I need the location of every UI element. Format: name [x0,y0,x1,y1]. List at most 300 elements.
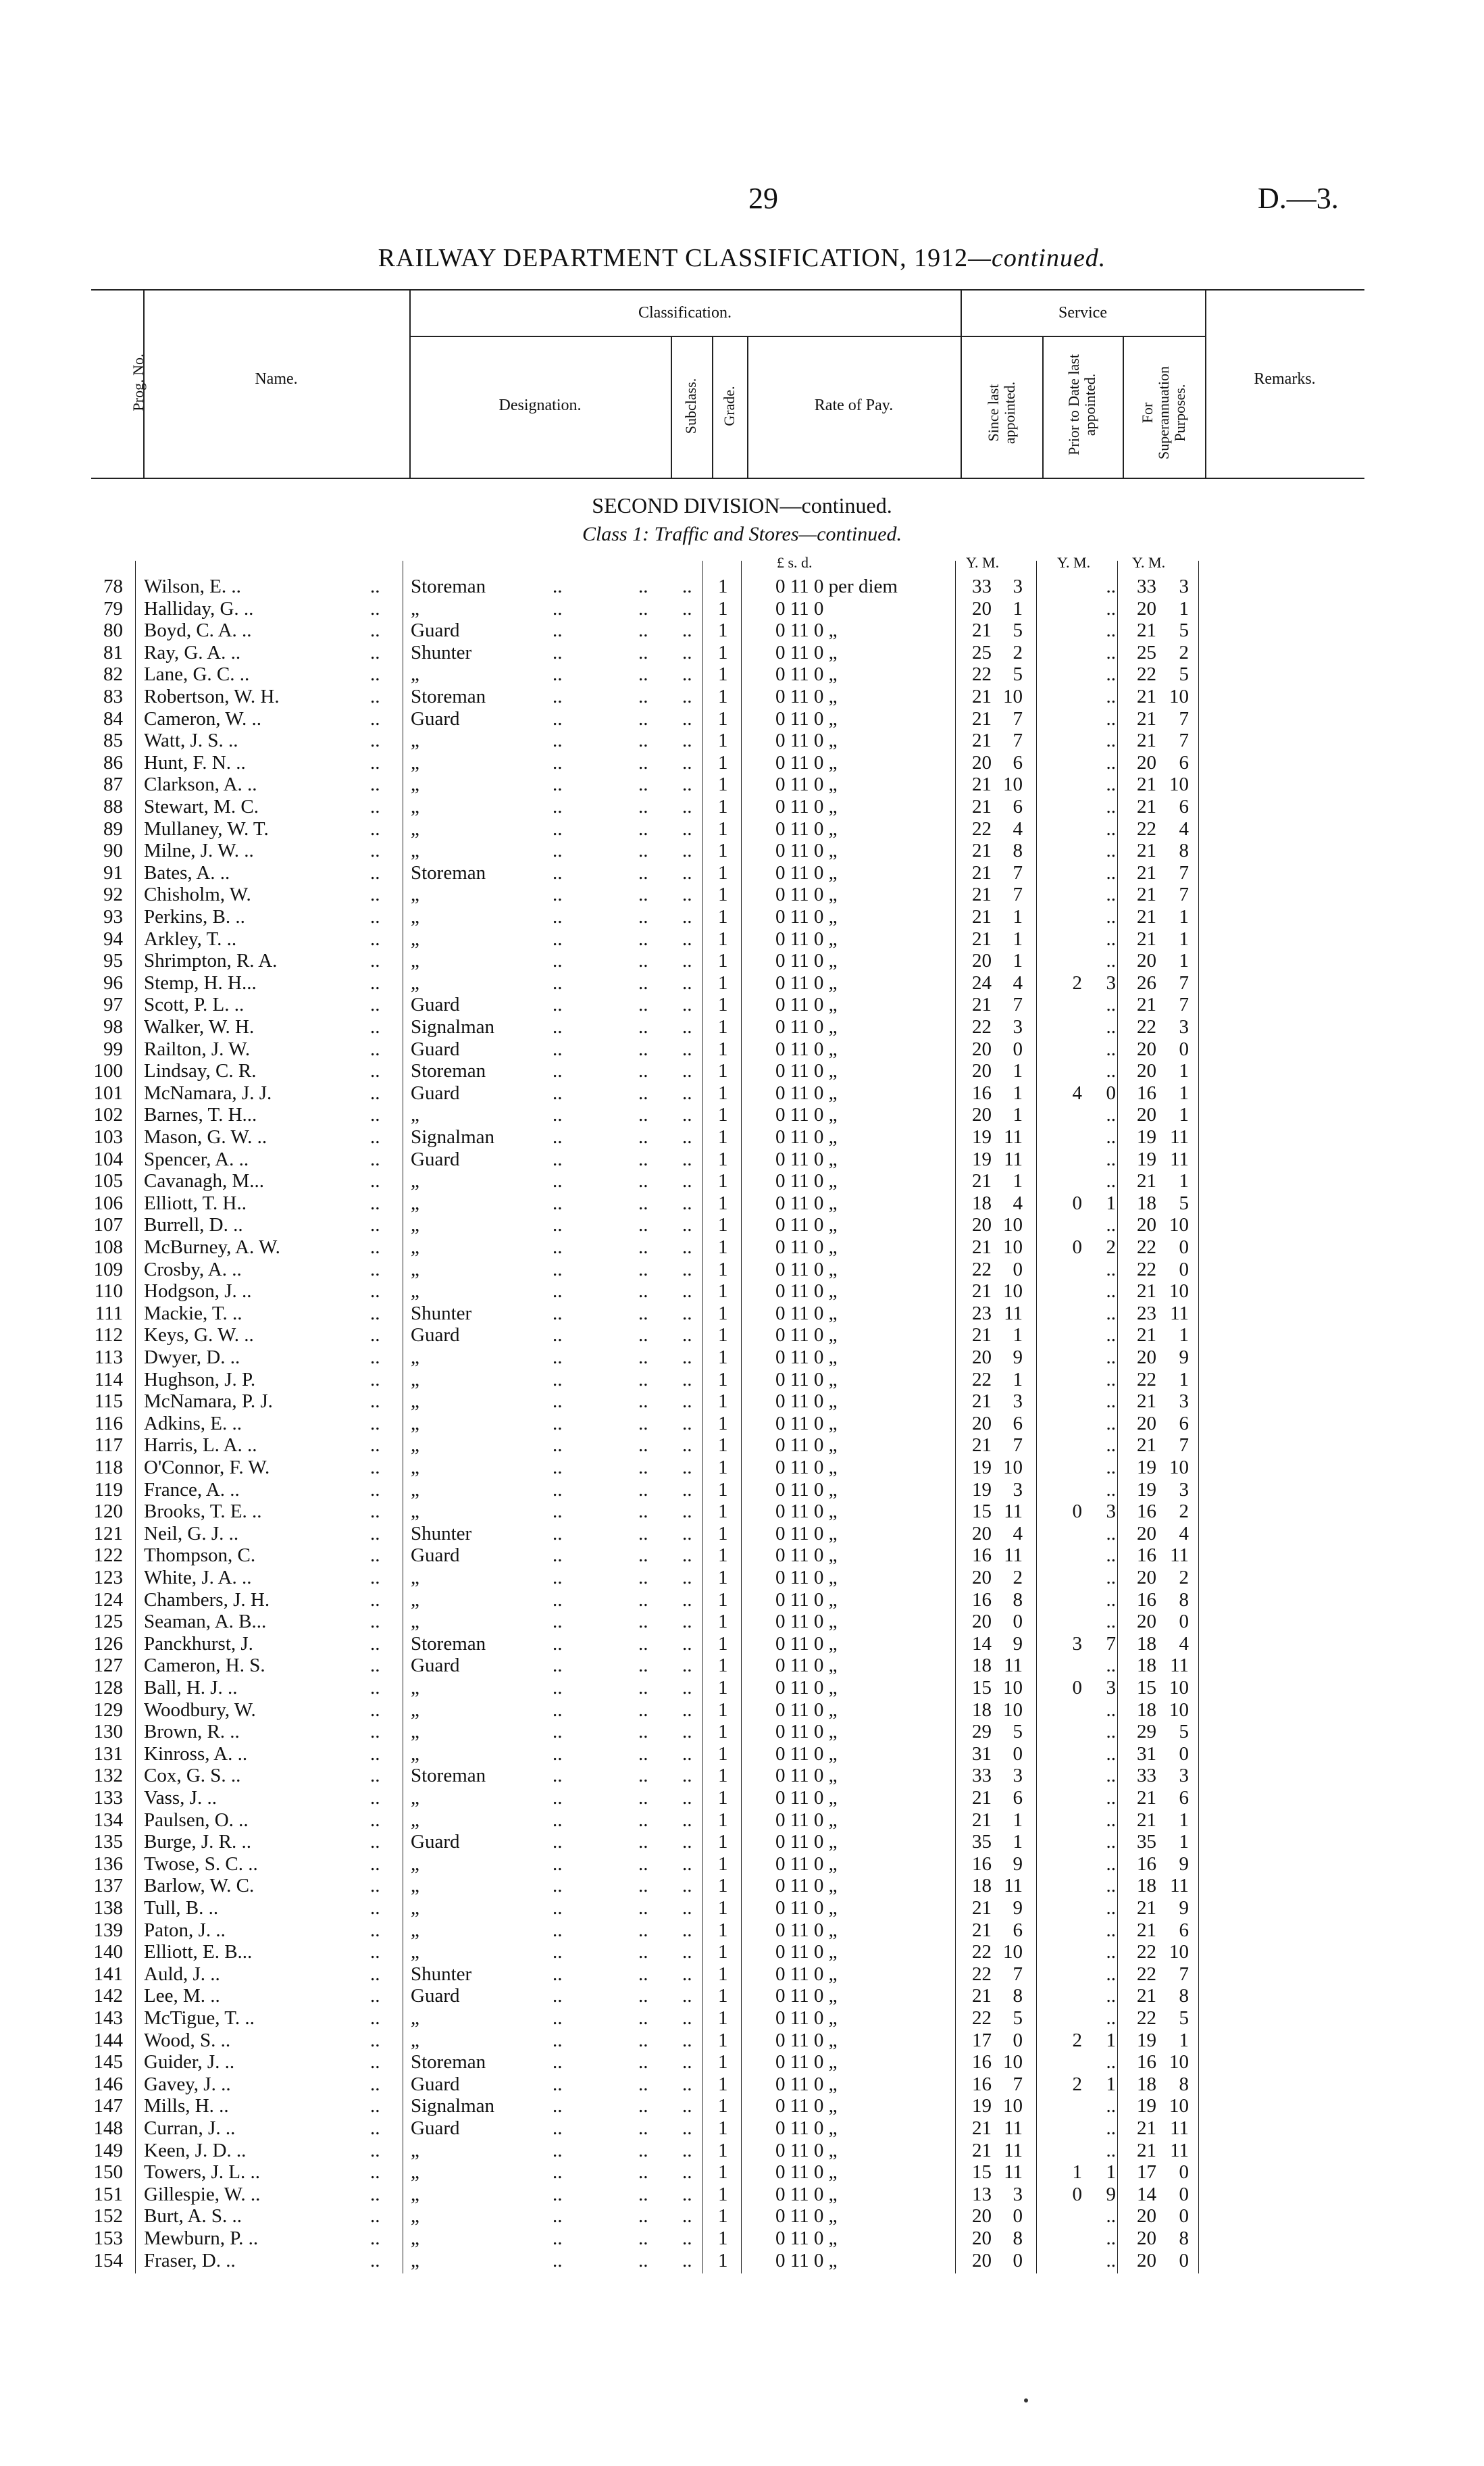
leader-dots: .. [370,1544,380,1567]
super-years-cell: 23 [1137,1302,1156,1324]
leader-dots: .. [370,2249,380,2271]
table-row [0,862,1484,884]
grade-cell: 1 [718,994,728,1016]
leader-dots: .. [553,1941,563,1963]
grade-cell: 1 [718,2205,728,2228]
since-years-cell: 13 [972,2183,992,2205]
designation-cell: „ [411,1677,419,1698]
leader-dots: .. [370,2073,380,2095]
grade-cell: 1 [718,1082,728,1104]
leader-dots: .. [638,1765,648,1787]
since-years-cell: 18 [972,1655,992,1677]
since-years-cell: 20 [972,1214,992,1236]
table-row [0,1787,1484,1809]
prog-no-cell: 142 [93,1985,123,2007]
table-row [0,994,1484,1016]
super-months-cell: 1 [1179,1082,1189,1104]
prior-years-cell: 4 [1072,1082,1082,1104]
name-cell: Cox, G. S. .. [144,1765,241,1787]
table-row [0,1192,1484,1215]
super-months-cell: 8 [1179,1985,1189,2007]
prog-no-cell: 136 [93,1853,123,1875]
since-years-cell: 35 [972,1831,992,1853]
since-months-cell: 5 [1013,663,1023,686]
designation-cell: Shunter [411,641,472,663]
table-row [0,928,1484,951]
super-years-cell: 20 [1137,2228,1156,2249]
prior-months-cell: .. [1106,1963,1116,1985]
designation-cell: Guard [411,1324,460,1347]
name-cell: McNamara, J. J. [144,1082,272,1104]
since-months-cell: 9 [1013,1897,1023,1919]
designation-cell: Shunter [411,1963,472,1985]
name-cell: Paulsen, O. .. [144,1809,249,1831]
since-months-cell: 10 [1003,1698,1023,1721]
super-years-cell: 21 [1137,707,1156,730]
super-years-cell: 18 [1137,1632,1156,1655]
leader-dots: .. [370,1765,380,1787]
grade-cell: 1 [718,2095,728,2117]
leader-dots: .. [638,906,648,928]
super-years-cell: 20 [1137,2249,1156,2271]
prior-months-cell: .. [1106,1478,1116,1501]
super-months-cell: 3 [1179,1478,1189,1501]
grade-cell: 1 [718,2051,728,2073]
name-cell: Brown, R. .. [144,1721,240,1743]
prog-no-cell: 86 [103,751,123,774]
rate-of-pay-cell: 0 11 0 „ [775,972,838,994]
leader-dots: .. [553,1742,563,1765]
leader-dots: .. [553,796,563,817]
since-years-cell: 16 [972,1082,992,1104]
prior-months-cell: .. [1106,1324,1116,1347]
grade-cell: 1 [718,1060,728,1082]
since-years-cell: 20 [972,1522,992,1544]
super-years-cell: 16 [1137,1853,1156,1875]
since-years-cell: 21 [972,906,992,928]
name-cell: Walker, W. H. [144,1016,255,1038]
prior-months-cell: .. [1106,1412,1116,1434]
super-years-cell: 19 [1137,1148,1156,1170]
grade-cell: 1 [718,1280,728,1303]
leader-dots: .. [553,663,563,686]
since-months-cell: 4 [1013,817,1023,840]
prior-months-cell: .. [1106,1457,1116,1478]
since-years-cell: 21 [972,994,992,1016]
designation-cell: Signalman [411,2095,495,2117]
leader-dots: .. [370,796,380,817]
prior-months-cell: 3 [1106,1677,1116,1698]
prior-months-cell: .. [1106,1985,1116,2007]
prior-months-cell: .. [1106,840,1116,862]
table-row [0,1611,1484,1633]
super-months-cell: 1 [1179,1368,1189,1390]
since-years-cell: 21 [972,707,992,730]
super-months-cell: 2 [1179,1567,1189,1588]
prior-months-cell: .. [1106,597,1116,620]
leader-dots: .. [638,1038,648,1060]
grade-cell: 1 [718,1897,728,1919]
since-years-cell: 14 [972,1632,992,1655]
super-months-cell: 7 [1179,861,1189,884]
name-cell: Burge, J. R. .. [144,1831,251,1853]
prior-years-cell: 0 [1072,1677,1082,1698]
leader-dots: .. [638,1478,648,1501]
prog-no-cell: 124 [93,1588,123,1611]
grade-cell: 1 [718,972,728,994]
since-months-cell: 3 [1013,576,1023,597]
since-years-cell: 15 [972,1677,992,1698]
rate-of-pay-cell: 0 11 0 „ [775,1368,838,1390]
leader-dots: .. [682,2205,692,2228]
leader-dots: .. [638,2161,648,2184]
prior-months-cell: .. [1106,774,1116,796]
designation-cell: „ [411,1434,419,1457]
name-cell: McBurney, A. W. [144,1236,280,1258]
grade-cell: 1 [718,1875,728,1897]
name-cell: Mewburn, P. .. [144,2228,259,2249]
prog-no-cell: 107 [93,1214,123,1236]
since-months-cell: 1 [1013,597,1023,620]
prior-months-cell: .. [1106,1544,1116,1567]
grade-cell: 1 [718,2029,728,2051]
grade-cell: 1 [718,1919,728,1941]
since-years-cell: 21 [972,730,992,752]
since-months-cell: 0 [1013,2205,1023,2228]
col-sep-4 [712,336,713,478]
leader-dots: .. [553,1831,563,1853]
grade-cell: 1 [718,1831,728,1853]
prog-no-header: Prog. No. [130,353,147,411]
super-years-cell: 18 [1137,1192,1156,1214]
super-ym-label: Y. M. [1132,554,1166,571]
leader-dots: .. [682,1831,692,1853]
leader-dots: .. [638,1721,648,1743]
since-months-cell: 9 [1013,1632,1023,1655]
table-row [0,1985,1484,2007]
prior-months-cell: .. [1106,861,1116,884]
since-months-cell: 7 [1013,861,1023,884]
since-years-cell: 19 [972,1478,992,1501]
since-months-cell: 11 [1004,1302,1023,1324]
leader-dots: .. [682,1214,692,1236]
grade-cell: 1 [718,928,728,950]
super-months-cell: 7 [1179,1963,1189,1985]
name-cell: Seaman, A. B... [144,1611,267,1633]
super-years-cell: 22 [1137,1236,1156,1258]
since-months-cell: 4 [1013,972,1023,994]
grade-header: Grade. [721,386,738,426]
name-cell: Burt, A. S. .. [144,2205,242,2228]
rate-of-pay-header: Rate of Pay. [814,397,894,414]
name-cell: Fraser, D. .. [144,2249,236,2271]
prior-months-cell: .. [1106,2007,1116,2029]
designation-cell: Storeman [411,576,486,597]
leader-dots: .. [370,1809,380,1831]
since-years-cell: 20 [972,2249,992,2271]
name-cell: Mullaney, W. T. [144,817,269,840]
prog-no-cell: 126 [93,1632,123,1655]
since-years-cell: 21 [972,686,992,707]
leader-dots: .. [638,1434,648,1457]
leader-dots: .. [370,1434,380,1457]
rate-of-pay-cell: 0 11 0 „ [775,861,838,884]
prog-no-cell: 130 [93,1721,123,1743]
table-row [0,1347,1484,1369]
prior-years-cell: 2 [1072,972,1082,994]
since-months-cell: 1 [1013,950,1023,972]
since-months-cell: 10 [1003,1457,1023,1478]
rate-of-pay-cell: 0 11 0 „ [775,1963,838,1985]
grade-cell: 1 [718,1742,728,1765]
service-header: Service [1058,304,1107,322]
name-cell: Halliday, G. .. [144,597,254,620]
prior-months-cell: .. [1106,1919,1116,1941]
super-months-cell: 1 [1179,2029,1189,2051]
since-years-cell: 31 [972,1742,992,1765]
prior-ym-label: Y. M. [1057,554,1091,571]
table-row [0,1633,1484,1655]
prior-months-cell: .. [1106,2095,1116,2117]
designation-cell: „ [411,597,419,620]
leader-dots: .. [638,1985,648,2007]
super-years-cell: 18 [1137,1698,1156,1721]
rate-of-pay-cell: 0 11 0 „ [775,2183,838,2205]
grade-cell: 1 [718,840,728,862]
leader-dots: .. [682,576,692,597]
leader-dots: .. [370,1941,380,1963]
table-row [0,1941,1484,1963]
prog-no-cell: 82 [103,663,123,686]
leader-dots: .. [553,1655,563,1677]
designation-cell: „ [411,2139,419,2161]
super-years-cell: 21 [1137,994,1156,1016]
leader-dots: .. [682,1192,692,1214]
leader-dots: .. [638,1280,648,1303]
prog-no-cell: 114 [94,1368,123,1390]
leader-dots: .. [553,1126,563,1148]
leader-dots: .. [553,1567,563,1588]
super-months-cell: 0 [1179,1742,1189,1765]
super-months-cell: 4 [1179,817,1189,840]
leader-dots: .. [370,1478,380,1501]
leader-dots: .. [553,840,563,862]
rate-of-pay-cell: 0 11 0 „ [775,2007,838,2029]
leader-dots: .. [370,1919,380,1941]
prior-months-cell: .. [1106,620,1116,642]
since-months-cell: 6 [1013,751,1023,774]
designation-cell: Guard [411,1544,460,1567]
prior-months-cell: .. [1106,730,1116,752]
name-cell: Harris, L. A. .. [144,1434,257,1457]
prior-years-cell: 0 [1072,1192,1082,1214]
leader-dots: .. [370,1258,380,1280]
name-cell: Perkins, B. .. [144,906,245,928]
service-rule [962,336,1206,337]
since-years-cell: 21 [972,1787,992,1809]
leader-dots: .. [682,2007,692,2029]
prior-months-cell: .. [1106,686,1116,707]
super-years-cell: 21 [1137,730,1156,752]
leader-dots: .. [370,840,380,862]
leader-dots: .. [682,1742,692,1765]
since-years-cell: 20 [972,751,992,774]
super-months-cell: 1 [1179,950,1189,972]
leader-dots: .. [553,950,563,972]
super-months-cell: 8 [1179,2073,1189,2095]
leader-dots: .. [638,1544,648,1567]
designation-cell: „ [411,1236,419,1258]
prior-months-cell: .. [1106,1742,1116,1765]
table-row [0,1699,1484,1721]
prior-months-cell: 7 [1106,1632,1116,1655]
leader-dots: .. [682,1853,692,1875]
rate-of-pay-cell: 0 11 0 „ [775,817,838,840]
leader-dots: .. [553,928,563,950]
super-months-cell: 7 [1179,972,1189,994]
leader-dots: .. [682,641,692,663]
rate-of-pay-cell: 0 11 0 „ [775,663,838,686]
prog-no-cell: 132 [93,1765,123,1787]
rate-of-pay-cell: 0 11 0 „ [775,1985,838,2007]
since-months-cell: 0 [1013,1038,1023,1060]
table-row [0,1082,1484,1105]
leader-dots: .. [682,1478,692,1501]
prog-no-cell: 120 [93,1501,123,1523]
super-years-cell: 21 [1137,1919,1156,1941]
grade-cell: 1 [718,1302,728,1324]
since-years-cell: 33 [972,1765,992,1787]
super-months-cell: 10 [1169,2095,1189,2117]
leader-dots: .. [370,620,380,642]
prior-months-cell: 0 [1106,1082,1116,1104]
name-cell: Crosby, A. .. [144,1258,242,1280]
table-row [0,1236,1484,1259]
super-months-cell: 1 [1179,928,1189,950]
super-years-cell: 20 [1137,1567,1156,1588]
prog-no-cell: 109 [93,1258,123,1280]
leader-dots: .. [638,796,648,817]
classification-rule [411,336,962,337]
designation-cell: Guard [411,707,460,730]
rate-of-pay-cell: 0 11 0 „ [775,994,838,1016]
super-years-cell: 20 [1137,1104,1156,1126]
prior-months-cell: .. [1106,1347,1116,1368]
since-months-cell: 11 [1004,2161,1023,2184]
leader-dots: .. [638,1611,648,1633]
leader-dots: .. [553,906,563,928]
prog-no-cell: 103 [93,1126,123,1148]
since-years-cell: 20 [972,1060,992,1082]
leader-dots: .. [682,1919,692,1941]
rate-of-pay-cell: 0 11 0 „ [775,1457,838,1478]
since-years-cell: 20 [972,950,992,972]
designation-cell: „ [411,1478,419,1501]
prog-no-cell: 91 [103,861,123,884]
super-years-cell: 19 [1137,1478,1156,1501]
table-row [0,2250,1484,2272]
since-months-cell: 1 [1013,1831,1023,1853]
leader-dots: .. [370,1963,380,1985]
prog-no-cell: 121 [93,1522,123,1544]
leader-dots: .. [638,1126,648,1148]
prior-months-cell: 1 [1106,2161,1116,2184]
super-months-cell: 1 [1179,1060,1189,1082]
leader-dots: .. [370,2139,380,2161]
since-months-cell: 10 [1003,2051,1023,2073]
designation-cell: „ [411,2205,419,2228]
rate-of-pay-cell: 0 11 0 „ [775,796,838,817]
super-years-cell: 15 [1137,1677,1156,1698]
leader-dots: .. [682,1567,692,1588]
since-years-cell: 21 [972,1170,992,1192]
leader-dots: .. [682,2029,692,2051]
since-months-cell: 10 [1003,1214,1023,1236]
name-cell: Ray, G. A. .. [144,641,241,663]
prog-no-cell: 141 [93,1963,123,1985]
leader-dots: .. [682,1501,692,1523]
grade-cell: 1 [718,597,728,620]
name-cell: Neil, G. J. .. [144,1522,239,1544]
super-months-cell: 0 [1179,2161,1189,2184]
leader-dots: .. [553,1963,563,1985]
since-years-cell: 21 [972,2117,992,2139]
leader-dots: .. [553,1457,563,1478]
super-years-cell: 31 [1137,1742,1156,1765]
leader-dots: .. [638,1390,648,1413]
rate-of-pay-cell: 0 11 0 „ [775,2139,838,2161]
prog-no-cell: 88 [103,796,123,817]
leader-dots: .. [682,1544,692,1567]
table-row [0,1060,1484,1082]
table-row [0,1567,1484,1589]
name-cell: Hunt, F. N. .. [144,751,246,774]
super-months-cell: 1 [1179,1170,1189,1192]
rate-of-pay-cell: 0 11 0 „ [775,1787,838,1809]
leader-dots: .. [682,1698,692,1721]
grade-cell: 1 [718,1016,728,1038]
since-years-cell: 23 [972,1302,992,1324]
leader-dots: .. [638,1919,648,1941]
since-years-cell: 21 [972,884,992,906]
leader-dots: .. [638,2139,648,2161]
rate-of-pay-cell: 0 11 0 „ [775,686,838,707]
since-months-cell: 8 [1013,1985,1023,2007]
leader-dots: .. [553,1677,563,1698]
name-cell: Watt, J. S. .. [144,730,238,752]
leader-dots: .. [638,817,648,840]
leader-dots: .. [638,1016,648,1038]
leader-dots: .. [370,1082,380,1104]
name-cell: Lee, M. .. [144,1985,220,2007]
grade-cell: 1 [718,817,728,840]
grade-cell: 1 [718,1104,728,1126]
leader-dots: .. [553,2205,563,2228]
super-months-cell: 0 [1179,1258,1189,1280]
leader-dots: .. [638,597,648,620]
table-row [0,1963,1484,1986]
grade-cell: 1 [718,1126,728,1148]
leader-dots: .. [638,1567,648,1588]
leader-dots: .. [553,972,563,994]
designation-cell: „ [411,1897,419,1919]
name-cell: Chisholm, W. [144,884,251,906]
since-months-cell: 1 [1013,1324,1023,1347]
name-cell: Adkins, E. .. [144,1412,242,1434]
prior-months-cell: 9 [1106,2183,1116,2205]
since-months-cell: 11 [1004,2139,1023,2161]
name-cell: Guider, J. .. [144,2051,235,2073]
